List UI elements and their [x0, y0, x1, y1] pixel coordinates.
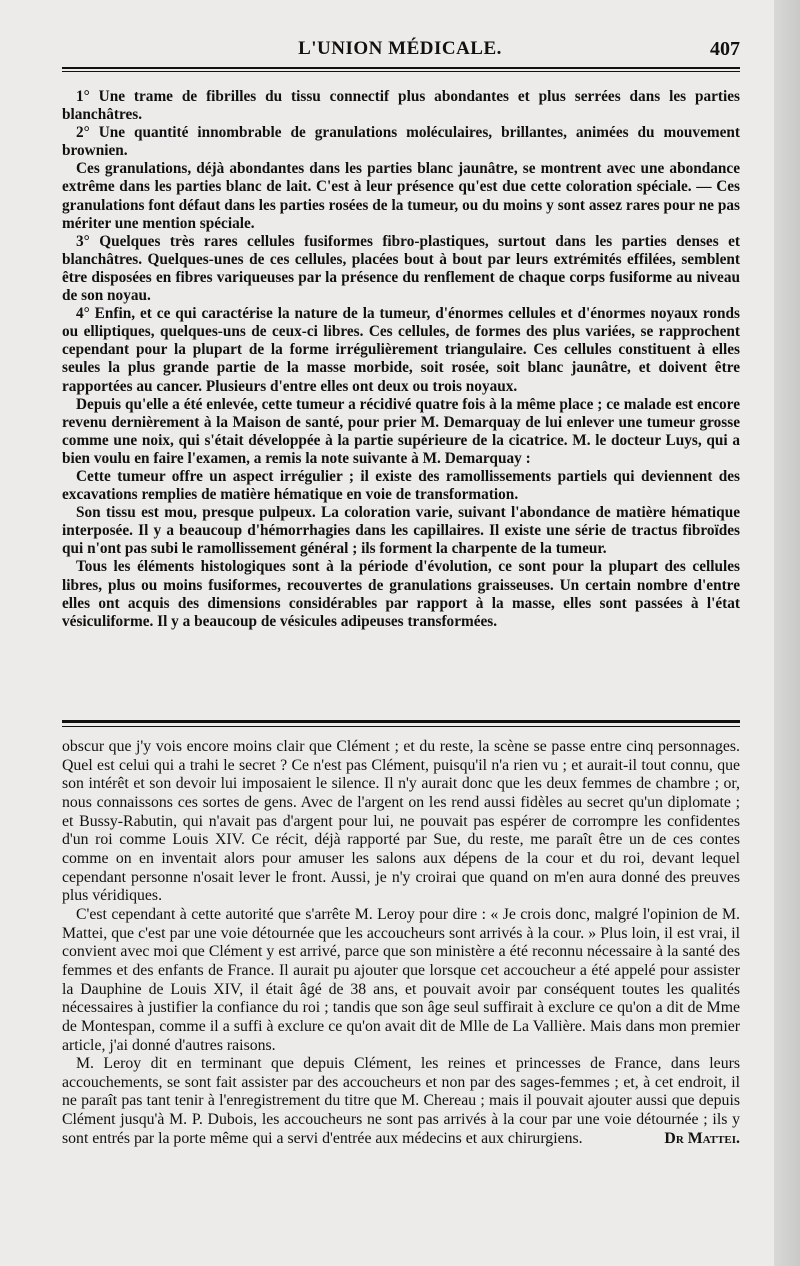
page-header [60, 38, 740, 66]
paragraph: 1° Une trame de fibrilles du tissu connectif plus abondantes et plus serrées dans les parties blanchâtres. [62, 88, 740, 124]
signature: Dr Mattei. [664, 1129, 740, 1147]
paragraph: C'est cependant à cette autorité que s'arrête M. Leroy pour dire : « Je crois donc, malgré l'opinion de M. Mattei, que c'est par une voie détournée que les accoucheurs sont arrivés à la cour. » Plus loin, il est vrai, il convient avec moi que Clément y est arrivé, parce que son ministère a été reconnu nécessaire à la santé des femmes et des enfants de France. Il aurait pu ajouter que lorsque cet accoucheur a été appelé pour assister la Dauphine de Louis XIV, il était âgé de 38 ans, et pouvait avoir par conséquent toutes les qualités nécessaires à justifier la confiance du roi ; tandis que son âge seul suffirait à exclure ce qu'on a dit de Mme de Montespan, comme il a suffi à exclure ce qu'on avait dit de Mlle de La Vallière. Mais dans mon premier article, j'ai donné d'autres raisons. [62, 905, 740, 1054]
header-rule [62, 67, 740, 72]
paragraph: Ces granulations, déjà abondantes dans les parties blanc jaunâtre, se montrent avec une abondance extrême dans les parties blanc de lait. C'est à leur présence qu'est due cette coloration spéciale. — Ces granulations font défaut dans les parties rosées de la tumeur, ou du moins y sont assez rares pour ne pas mériter une mention spéciale. [62, 160, 740, 232]
page-edge [774, 0, 800, 1266]
paragraph: 3° Quelques très rares cellules fusiformes fibro-plastiques, surtout dans les parties denses et blanchâtres. Quelques-unes de ces cellules, placées bout à bout par leurs extrémités effilées, semblent être disposées en fibres variqueuses par la présence du renflement de chaque corps fusiforme au niveau de son noyau. [62, 232, 740, 305]
paragraph: M. Leroy dit en terminant que depuis Clément, les reines et princesses de France, dans leurs accouchements, se sont fait assister par des accoucheurs et non par des sages-femmes ; et, à cet endroit, il ne paraît pas tant tenir à l'enregistrement du titre que M. Chereau ; mais il pouvait ajouter aussi que depuis Clément jusqu'à M. P. Dubois, les accoucheurs ne sont pas arrivés à la cour par une voie détournée ; ils y sont entrés par la porte même qui a servi d'entrée aux médecins et aux chirurgiens. [62, 1055, 740, 1147]
running-title: L'UNION MÉDICALE. [298, 38, 502, 59]
page-number: 407 [710, 38, 740, 60]
section-divider-thin [62, 726, 740, 727]
paragraph: 2° Une quantité innombrable de granulations moléculaires, brillantes, animées du mouvement brownien. [62, 124, 740, 160]
feuilleton-text [62, 738, 740, 1148]
section-divider [62, 720, 740, 723]
paragraph: Depuis qu'elle a été enlevée, cette tumeur a récidivé quatre fois à la même place ; ce malade est encore revenu dernièrement à la Maison de santé, pour prier M. Demarquay de lui enlever une tumeur grosse comme une noix, qui s'était développée à la partie supérieure de la cicatrice. M. le docteur Luys, qui a bien voulu en faire l'examen, a remis la note suivante à M. Demarquay : [62, 395, 740, 467]
paragraph: Tous les éléments histologiques sont à la période d'évolution, ce sont pour la plupart des cellules libres, plus ou moins fusiformes, recouvertes de granulations graisseuses. Un certain nombre d'entre elles ont acquis des dimensions considérables par rapport à la masse, elles sont passées à l'état vésiculiforme. Il y a beaucoup de vésicules adipeuses transformées. [62, 558, 740, 630]
paragraph: obscur que j'y vois encore moins clair que Clément ; et du reste, la scène se passe entre cinq personnages. Quel est celui qui a trahi le secret ? Ce n'est pas Clément, puisqu'il n'a rien vu ; et aurait-il tout connu, que son intérêt et son devoir lui imposaient le silence. Il n'y aurait donc que les deux femmes de chambre ; or, nous connaissons ces sortes de gens. Avec de l'argent on les rend aussi fidèles au secret qu'un diplomate ; et Bussy-Rabutin, qui n'avait pas d'argent pour lui, ne pouvait pas espérer de corrompre les confidentes d'un roi comme Louis XIV. Ce récit, déjà rapporté par Sue, du reste, me paraît être un de ces contes comme on en inventait alors pour amuser les salons aux dépens de la cour et du roi, devant lequel cependant personne n'osait lever le front. Aussi, je n'y croirai que quand on m'en aura donné des preuves plus véridiques. [62, 738, 740, 905]
paragraph: Son tissu est mou, presque pulpeux. La coloration varie, suivant l'abondance de matière hématique interposée. Il y a beaucoup d'hémorrhagies dans les capillaires. Il existe une série de tractus fibroïdes qui n'ont pas subi le ramollissement général ; ils forment la charpente de la tumeur. [62, 504, 740, 558]
paragraph: 4° Enfin, et ce qui caractérise la nature de la tumeur, d'énormes cellules et d'énormes noyaux ronds ou elliptiques, quelques-uns de ceux-ci libres. Ces cellules, de formes des plus variées, se rapprochent cependant pour la plupart de la forme irrégulièrement triangulaire. Ces cellules constituent à elles seules la plus grande partie de la masse morbide, soit rosée, soit blanc jaunâtre, et doivent être rapportées au cancer. Plusieurs d'entre elles ont deux ou trois noyaux. [62, 305, 740, 395]
histology-report [62, 88, 740, 631]
paragraph: Cette tumeur offre un aspect irrégulier ; il existe des ramollissements partiels qui deviennent des excavations remplies de matière hématique en voie de transformation. [62, 467, 740, 504]
